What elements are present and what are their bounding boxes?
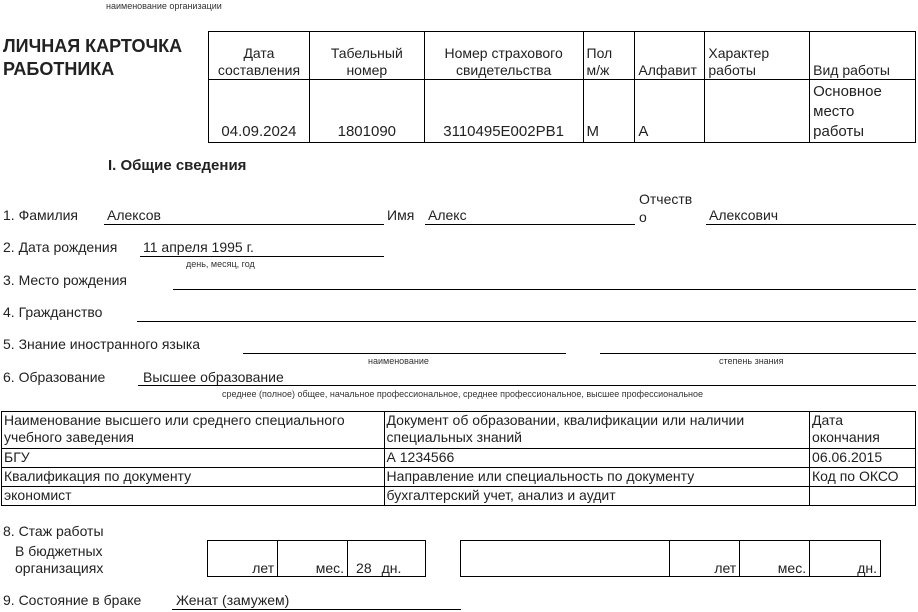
education-line — [138, 385, 916, 386]
budget-days — [348, 541, 426, 577]
document-value: А 1234566 — [384, 449, 809, 468]
work-character-value — [705, 80, 810, 143]
alphabet-value: А — [635, 80, 705, 143]
general-days: дн. — [810, 541, 881, 577]
qualification-header: Квалификация по документу — [2, 468, 385, 487]
name-line — [425, 224, 635, 225]
okso-value — [810, 487, 916, 506]
budget-months: мес. — [278, 541, 348, 577]
birthplace-label: 3. Место рождения — [3, 272, 127, 288]
birth-label: 2. Дата рождения — [3, 239, 118, 255]
language-label: 5. Знание иностранного языка — [3, 336, 201, 352]
birth-value: 11 апреля 1995 г. — [143, 239, 254, 255]
okso-header: Код по ОКСО — [810, 468, 916, 487]
section-title: I. Общие сведения — [108, 157, 247, 174]
experience-budget-table — [1, 540, 426, 577]
surname-label: 1. Фамилия — [3, 207, 79, 223]
marital-label: 9. Состояние в браке — [3, 592, 142, 608]
direction-header: Направление или специальность по документу — [384, 468, 809, 487]
birthplace-line — [173, 289, 916, 290]
title-line-1: ЛИЧНАЯ КАРТОЧКА — [3, 36, 183, 56]
general-blank — [461, 541, 670, 577]
name-value: Алекс — [428, 207, 467, 223]
document-header: Документ об образовании, квалификации или наличии специальных знаний — [384, 412, 809, 449]
alphabet-header: Алфавит — [635, 32, 705, 80]
tab-number-value: 1801090 — [309, 80, 424, 143]
end-date-header: Дата окончания — [810, 412, 916, 449]
experience-label: 8. Стаж работы — [3, 523, 104, 539]
patronymic-label: Отчеств о — [639, 191, 693, 225]
patronymic-line — [706, 224, 916, 225]
insurance-value: 3110495E002PB1 — [424, 80, 583, 143]
budget-years: лет — [208, 541, 278, 577]
tab-number-header: Табельный номер — [309, 32, 424, 80]
work-type-header: Вид работы — [810, 32, 916, 80]
language-name-line — [243, 353, 566, 354]
birth-line — [140, 256, 384, 257]
marital-value: Женат (замужем) — [176, 592, 290, 608]
sex-header: Пол м/ж — [583, 32, 635, 80]
budget-days-unit: дн. — [381, 560, 402, 576]
education-table — [1, 411, 916, 506]
name-label: Имя — [387, 207, 415, 223]
work-type-value: Основное место работы — [810, 80, 916, 143]
language-level-line — [600, 353, 916, 354]
institution-value: БГУ — [2, 449, 385, 468]
header-table — [208, 31, 916, 143]
birth-caption: день, месяц, год — [186, 259, 255, 269]
end-date-value: 06.06.2015 — [810, 449, 916, 468]
sex-value: М — [583, 80, 635, 143]
citizenship-label: 4. Гражданство — [3, 304, 103, 320]
language-level-caption: степень знания — [719, 356, 784, 366]
work-character-header: Характер работы — [705, 32, 810, 80]
qualification-value: экономист — [2, 487, 385, 506]
surname-value: Алексов — [107, 207, 161, 223]
education-caption: среднее (полное) общее, начальное профессиональное, среднее профессиональное, высшее профессиональное — [222, 389, 704, 399]
direction-value: бухгалтерский учет, анализ и аудит — [384, 487, 809, 506]
marital-line — [172, 609, 461, 610]
institution-header: Наименование высшего или среднего специального учебного заведения — [2, 412, 385, 449]
budget-label: В бюджетных организациях — [15, 542, 104, 576]
page-title — [3, 35, 182, 81]
education-value: Высшее образование — [143, 369, 284, 385]
date-value: 04.09.2024 — [209, 80, 310, 143]
title-line-2: РАБОТНИКА — [3, 59, 115, 79]
education-label: 6. Образование — [3, 369, 106, 385]
surname-line — [104, 224, 384, 225]
insurance-header: Номер страхового свидетельства — [424, 32, 583, 80]
citizenship-line — [137, 321, 916, 322]
org-caption: наименование организации — [106, 1, 222, 11]
patronymic-value: Алексович — [709, 207, 779, 223]
experience-general-table — [460, 540, 881, 577]
general-months: мес. — [740, 541, 810, 577]
budget-days-value: 28 — [356, 560, 372, 576]
date-header: Дата составления — [209, 32, 310, 80]
general-years: лет — [670, 541, 740, 577]
language-name-caption: наименование — [368, 356, 429, 366]
